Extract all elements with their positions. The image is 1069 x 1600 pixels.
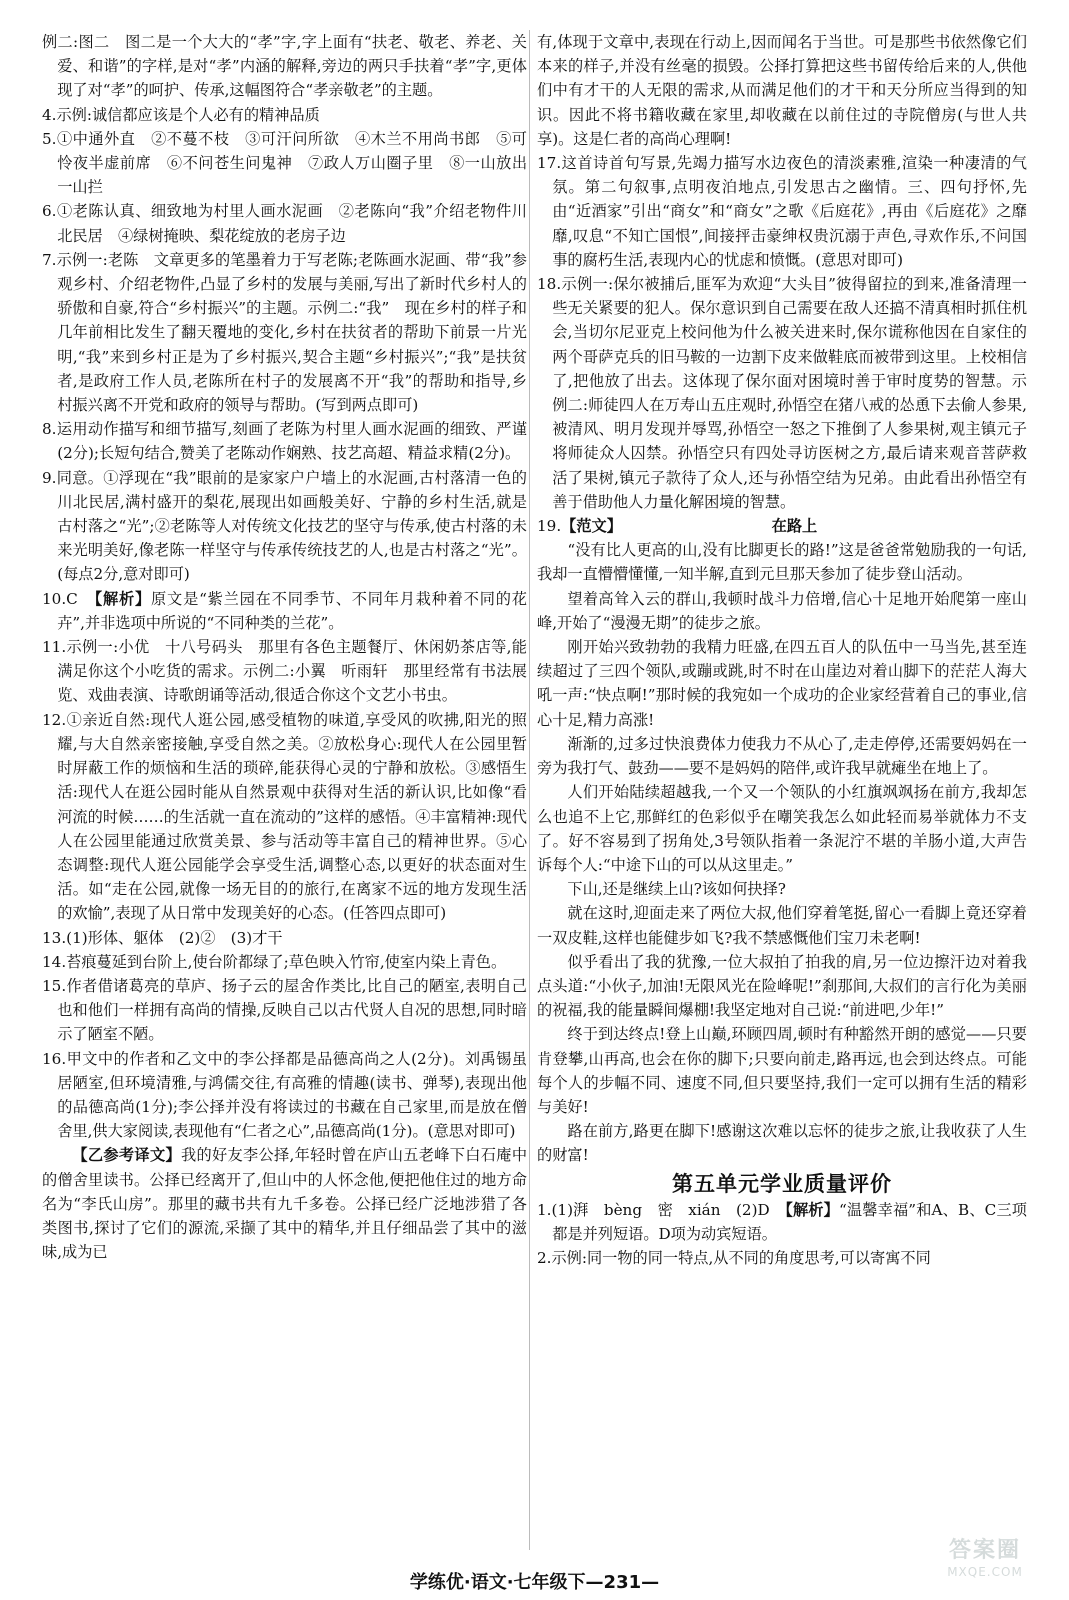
answer-item: 11.示例一:小优 十八号码头 那里有各色主题餐厅、休闲奶茶店等,能满足你这个小吃货的需求。示例二:小翼 听雨轩 那里经常有书法展览、戏曲表演、诗歌朗诵等活动,很适合你这个文艺小书虫。 <box>42 638 527 705</box>
answer-number: 19. <box>537 517 562 536</box>
answer-item: 2.示例:同一物的同一特点,从不同的角度思考,可以寄寓不同 <box>537 1249 931 1268</box>
left-column <box>42 30 527 1264</box>
essay-paragraph: 人们开始陆续超越我,一个又一个领队的小红旗飒飒扬在前方,我却怎么也追不上它,那鲜红的色彩似乎在嘲笑我怎么如此轻而易举就体力不支了。好不容易到了拐角处,3号领队指着一条泥泞不堪的羊肠小道,大声告诉每个人:“中途下山的可以从这里走。” <box>537 783 1027 874</box>
page-footer: 学练优·语文·七年级下—231— <box>409 1572 660 1593</box>
answer-item: 18.示例一:保尔被捕后,匪军为欢迎“大头目”彼得留拉的到来,准备清理一些无关紧要的犯人。保尔意识到自己需要在敌人还搞不清真相时抓住机会,当切尔尼亚克上校问他为什么被关进来时,保尔谎称他因在自家住的两个哥萨克兵的旧马鞍的一边割下皮来做鞋底而被带到这里。上校相信了,把他放了出去。这体现了保尔面对困境时善于审时度势的智慧。示例二:师徒四人在万寿山五庄观时,孙悟空在猪八戒的怂恿下去偷人参果,被清风、明月发现并辱骂,孙悟空一怒之下推倒了人参果树,观主镇元子将师徒众人囚禁。孙悟空只有四处寻访医树之方,最后请来观音菩萨救活了果树,镇元子款待了众人,还与孙悟空结为兄弟。由此看出孙悟空有善于借助他人力量化解困境的智慧。 <box>537 275 1027 511</box>
answer-item: 8.运用动作描写和细节描写,刻画了老陈为村里人画水泥画的细致、严谨(2分);长短句结合,赞美了老陈动作娴熟、技艺高超、精益求精(2分)。 <box>42 420 527 463</box>
essay-paragraph: 渐渐的,过多过快浪费体力使我力不从心了,走走停停,还需要妈妈在一旁为我打气、鼓劲——要不是妈妈的陪伴,或许我早就瘫坐在地上了。 <box>537 734 1027 778</box>
answer-item: 5.①中通外直 ②不蔓不枝 ③可汗问所欲 ④木兰不用尚书郎 ⑤可怜夜半虚前席 ⑥不问苍生问鬼神 ⑦政人万山圈子里 ⑧一山放出一山拦 <box>42 129 527 197</box>
essay-paragraph: 路在前方,路更在脚下!感谢这次难以忘怀的徒步之旅,让我收获了人生的财富! <box>537 1122 1027 1165</box>
answer-continuation: 有,体现于文章中,表现在行动上,因而闻名于当世。可是那些书依然像它们本来的样子,并没有丝毫的损毁。公择打算把这些书留传给后来的人,供他们中有才干的人无限的需求,从而满足他们的才干和天分所应当得到的知识。因此不将书籍收藏在家里,却收藏在以前住过的寺院僧房(与世人共享)。这是仁者的高尚心理啊! <box>537 33 1027 148</box>
section-title: 第五单元学业质量评价 <box>672 1171 892 1196</box>
watermark-logo <box>915 1538 1055 1584</box>
essay-paragraph: 似乎看出了我的犹豫,一位大叔拍了拍我的肩,另一位边擦汗边对着我点头道:“小伙子,加油!无限风光在险峰呢!”刹那间,大叔们的言行化为美丽的祝福,我的能量瞬间爆棚!我坚定地对自己说:“前进吧,少年!” <box>537 952 1027 1020</box>
column-divider <box>529 30 530 1550</box>
answer-number: 10.C <box>42 589 95 608</box>
analysis-text: 原文是“紫兰园在不同季节、不同年月栽种着不同的花卉”,并非选项中所说的“不同种类的兰花”。 <box>57 589 527 632</box>
answer-item: 4.示例:诚信都应该是个人必有的精神品质 <box>42 105 320 124</box>
reference-translation <box>42 1143 527 1264</box>
answer-item: 7.示例一:老陈 文章更多的笔墨着力于写老陈;老陈画水泥画、带“我”参观乡村、介绍老物件,凸显了乡村的发展与美丽,写出了新时代乡村人的骄傲和自豪,符合“乡村振兴”的主题。示例二:“我” 现在乡村的样子和几年前相比发生了翻天覆地的变化,乡村在扶贫者的帮助下前景一片光明,“我”来到乡村正是为了乡村振兴,契合主题“乡村振兴”;“我”是扶贫者,是政府工作人员,老陈所在村子的发展离不开“我”的帮助和指导,乡村振兴离不开党和政府的领导与帮助。(写到两点即可) <box>42 250 527 415</box>
watermark-url: MXQE.COM <box>947 1565 1023 1579</box>
answer-item: 15.作者借诸葛亮的草庐、扬子云的屋舍作类比,比自己的陋室,表明自己也和他们一样拥有高尚的情操,反映自己以古代贤人自况的思想,同时暗示了陋室不陋。 <box>42 976 527 1044</box>
answer-item: 6.①老陈认真、细致地为村里人画水泥画 ②老陈向“我”介绍老物件川北民居 ④绿树掩映、梨花绽放的老房子边 <box>42 202 527 245</box>
essay-paragraph: 就在这时,迎面走来了两位大叔,他们穿着笔挺,留心一看脚上竟还穿着一双皮鞋,这样也能健步如飞?我不禁感慨他们宝刀未老啊! <box>537 904 1027 947</box>
answer-number: 1.(1)湃 bèng 密 xián (2)D <box>537 1200 786 1219</box>
answer-item: 14.苔痕蔓延到台阶上,使台阶都绿了;草色映入竹帘,使室内染上青色。 <box>42 952 507 971</box>
answer-item: 9.同意。①浮现在“我”眼前的是家家户户墙上的水泥画,古村落清一色的川北民居,满村盛开的梨花,展现出如画般美好、宁静的乡村生活,就是古村落之“光”;②老陈等人对传统文化技艺的坚守与传承,使古村落的未来光明美好,像老陈一样坚守与传承传统技艺的人,也是古村落之“光”。(每点2分,意对即可) <box>42 468 527 584</box>
analysis-tag: 【解析】 <box>94 589 152 608</box>
answer-item: 12.①亲近自然:现代人逛公园,感受植物的味道,享受风的吹拂,阳光的照耀,与大自然亲密接触,享受自然之美。②放松身心:现代人在公园里暂时屏蔽工作的烦恼和生活的琐碎,能获得心灵的宁静和放松。③感悟生活:现代人在逛公园时能从自然景观中获得对生活的新认识,比如像“看河流的时候……的生活就一直在流动的”这样的感悟。④丰富精神:现代人在公园里能通过欣赏美景、参与活动等丰富自己的精神世界。⑤心态调整:现代人逛公园能学会享受生活,调整心态,以更好的状态面对生活。如“走在公园,就像一场无目的的旅行,在离家不远的地方发现生活的欢愉”,表现了从日常中发现美好的心态。(任答四点即可) <box>42 710 527 923</box>
right-column <box>537 30 1027 1270</box>
answer-item: 例二:图二 图二是一个大大的“孝”字,字上面有“扶老、敬老、养老、关爱、和谐”的字样,是对“孝”内涵的解释,旁边的两只手扶着“孝”字,更体现了对“孝”的呵护、传承,这幅图符合“孝亲敬老”的主题。 <box>42 33 527 100</box>
essay-paragraph: 刚开始兴致勃勃的我精力旺盛,在四五百人的队伍中一马当先,甚至连续超过了三四个领队,或蹦或跳,时不时在山崖边对着山脚下的茫茫人海大吼一声:“快点啊!”那时候的我宛如一个成功的企业家经营着自己的事业,信心十足,精力高涨! <box>537 638 1027 729</box>
essay-paragraph: 终于到达终点!登上山巅,环顾四周,顿时有种豁然开朗的感觉——只要肯登攀,山再高,也会在你的脚下;只要向前走,路再远,也会到达终点。可能每个人的步幅不同、速度不同,但只要坚持,我们一定可以拥有生活的精彩与美好! <box>537 1025 1027 1116</box>
watermark-text: 答案圈 <box>948 1538 1021 1563</box>
analysis-text: “温馨幸福”和A、B、C三项都是并列短语。D项为动宾短语。 <box>552 1200 1027 1243</box>
answer-item: 16.甲文中的作者和乙文中的李公择都是品德高尚之人(2分)。刘禹锡虽居陋室,但环境清雅,与鸿儒交往,有高雅的情趣(读书、弹琴),表现出他的品德高尚(1分);李公择并没有将读过的书藏在自己家里,而是放在僧舍里,供大家阅读,表现他有“仁者之心”,品德高尚(1分)。(意思对即可) <box>42 1049 527 1141</box>
essay-heading <box>537 514 1027 538</box>
answer-item <box>42 587 527 635</box>
answer-item: 13.(1)形体、躯体 (2)② (3)才干 <box>42 928 283 947</box>
answer-item <box>537 1198 1027 1246</box>
model-essay-tag: 【范文】 <box>561 517 622 536</box>
essay-paragraph: “没有比人更高的山,没有比脚更长的路!”这是爸爸常勉励我的一句话,我却一直懵懵懂懂,一知半解,直到元旦那天参加了徒步登山活动。 <box>537 541 1027 584</box>
analysis-tag: 【解析】 <box>785 1200 839 1219</box>
answer-item: 17.这首诗首句写景,先竭力描写水边夜色的清淡素雅,渲染一种凄清的气氛。第二句叙事,点明夜泊地点,引发思古之幽情。三、四句抒怀,先由“近酒家”引出“商女”和“商女”之歌《后庭花》,再由《后庭花》之靡靡,叹息“不知亡国恨”,间接抨击豪绅权贵沉溺于声色,寻欢作乐,不问国事的腐朽生活,表现内心的忧虑和愤慨。(意思对即可) <box>537 154 1027 269</box>
essay-title: 在路上 <box>771 517 818 536</box>
translation-tag: 【乙参考译文】 <box>72 1146 181 1165</box>
essay-paragraph: 望着高耸入云的群山,我顿时战斗力倍增,信心十足地开始爬第一座山峰,开始了“漫漫无期”的徒步之旅。 <box>537 589 1027 632</box>
translation-text: 我的好友李公择,年轻时曾在庐山五老峰下白石庵中的僧舍里读书。公择已经离开了,但山中的人怀念他,便把他住过的地方命名为“李氏山房”。那里的藏书共有九千多卷。公择已经广泛地涉猎了各类图书,探讨了它们的源流,采撷了其中的精华,并且仔细品尝了其中的滋味,成为已 <box>42 1146 528 1262</box>
essay-paragraph: 下山,还是继续上山?该如何抉择? <box>567 880 786 899</box>
